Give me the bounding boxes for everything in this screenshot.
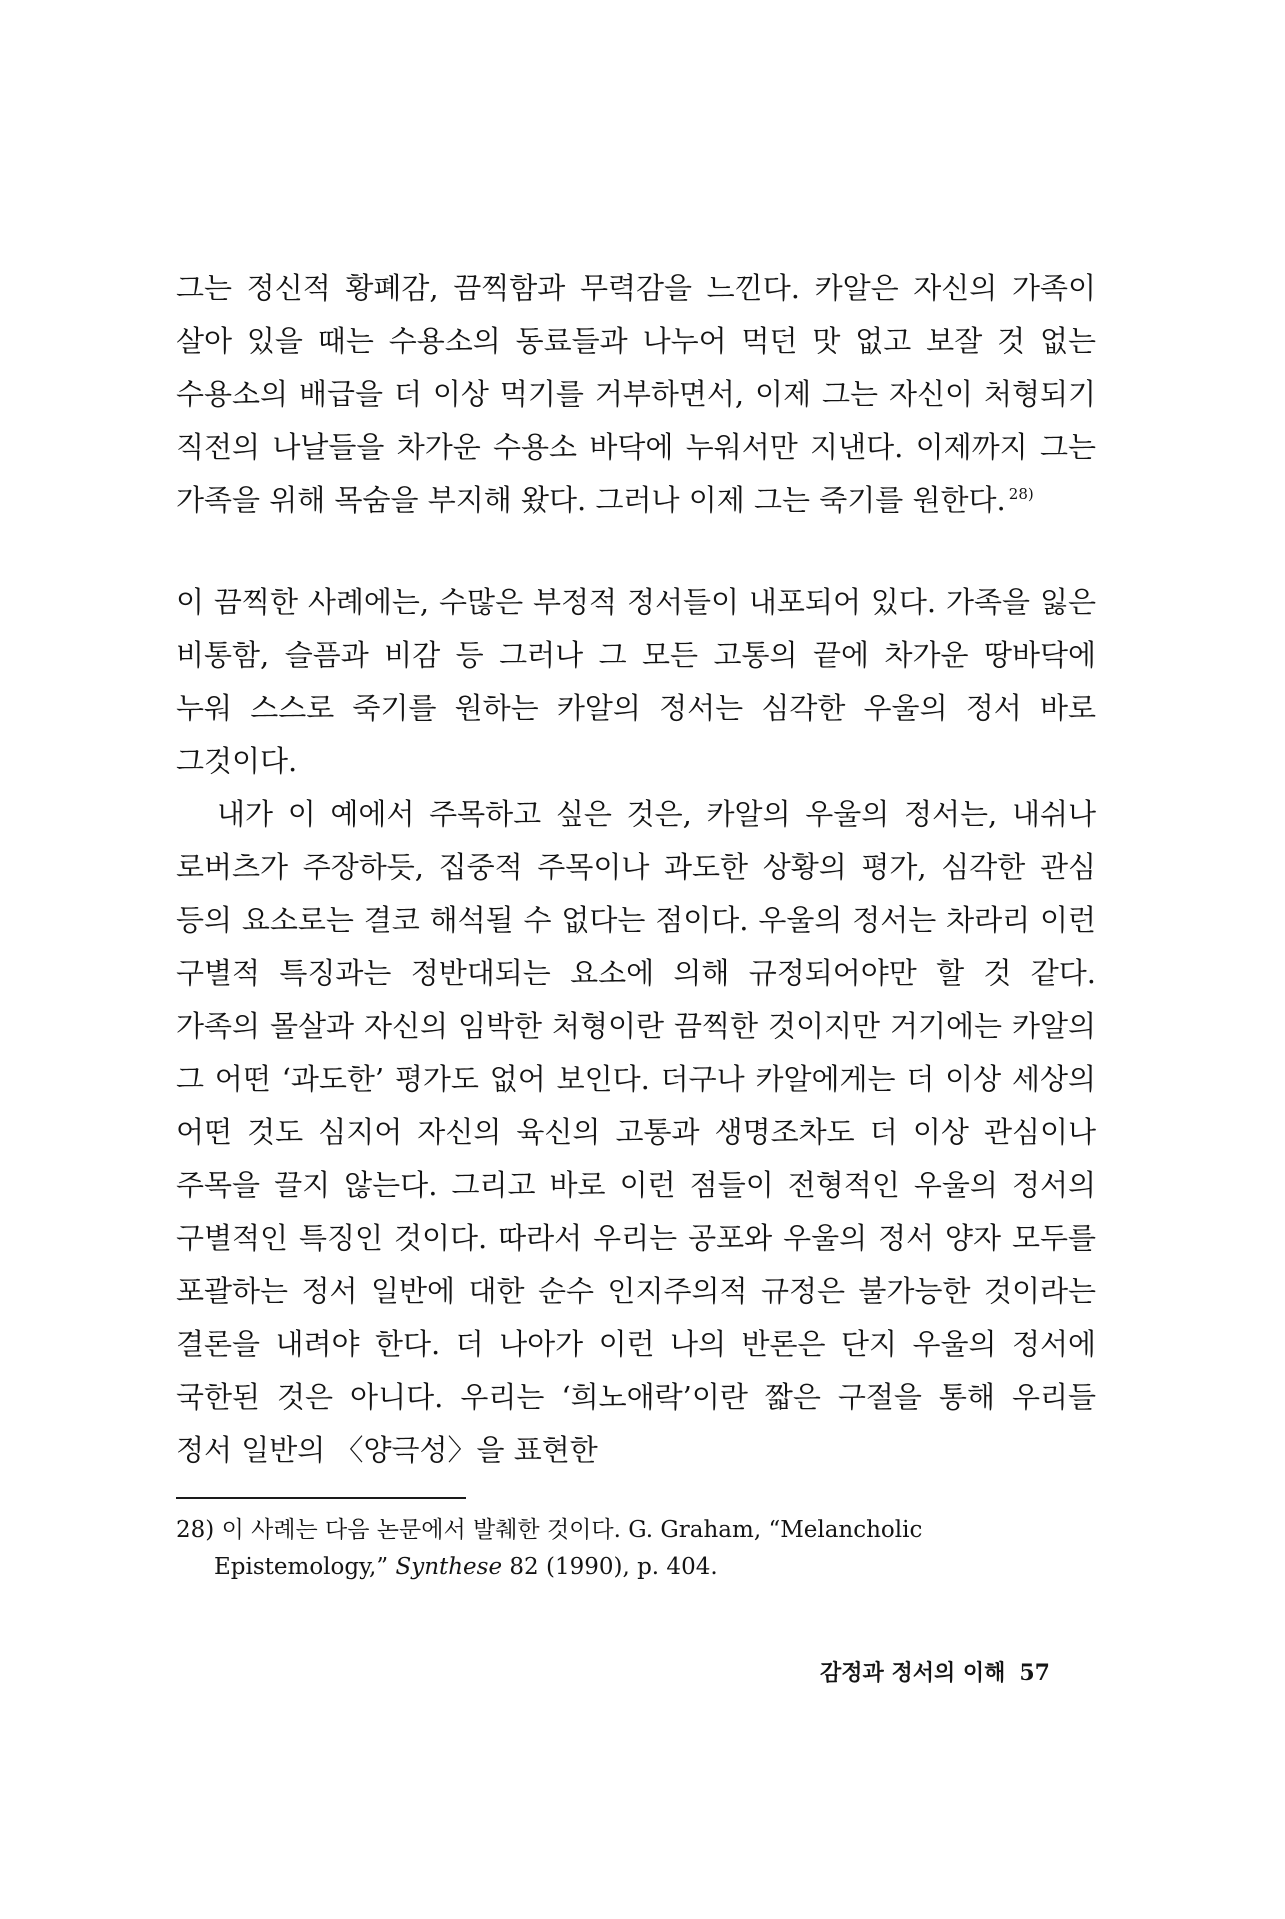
quote-text: 그는 정신적 황폐감, 끔찍함과 무력감을 느낀다. 카알은 자신의 가족이 살아 있을 때는 수용소의 동료들과 나누어 먹던 맛 없고 보잘 것 없는 수용소의 배급을 더 이상 먹기를 거부하면서, 이제 그는 자신이 처형되기 직전의 나날들을 차가운 수용소 바닥에 누워서만 지낸다. 이제까지 그는 가족을 위해 목숨을 부지해 왔다. 그러나 이제 그는 죽기를 원한다. [176, 271, 1096, 517]
paragraph: 이 끔찍한 사례에는, 수많은 부정적 정서들이 내포되어 있다. 가족을 잃은 비통함, 슬픔과 비감 등 그러나 그 모든 고통의 끝에 차가운 땅바닥에 누워 스스로 죽기를 원하는 카알의 정서는 심각한 우울의 정서 바로 그것이다. [176, 585, 1096, 778]
footnote-number: 28) [176, 1517, 215, 1543]
footnote-text: 이 사례는 다음 논문에서 발췌한 것이다. G. Graham, “Melancholic [221, 1517, 923, 1543]
footnote-text-line2: Epistemology,” [214, 1554, 389, 1580]
block-quote [176, 262, 1096, 527]
footnote [176, 1512, 1096, 1586]
body-text [176, 576, 1096, 1477]
running-footer [760, 1658, 1050, 1688]
paragraph: 내가 이 예에서 주목하고 싶은 것은, 카알의 우울의 정서는, 내쉬나 로버츠가 주장하듯, 집중적 주목이나 과도한 상황의 평가, 심각한 관심 등의 요소로는 결코 해석될 수 없다는 점이다. 우울의 정서는 차라리 이런 구별적 특징과는 정반대되는 요소에 의해 규정되어야만 할 것 같다. 가족의 몰살과 자신의 임박한 처형이란 끔찍한 것이지만 거기에는 카알의 그 어떤 ‘과도한’ 평가도 없어 보인다. 더구나 카알에게는 더 이상 세상의 어떤 것도 심지어 자신의 육신의 고통과 생명조차도 더 이상 관심이나 주목을 끌지 않는다. 그리고 바로 이런 점들이 전형적인 우울의 정서의 구별적인 특징인 것이다. 따라서 우리는 공포와 우울의 정서 양자 모두를 포괄하는 정서 일반에 대한 순수 인지주의적 규정은 불가능한 것이라는 결론을 내려야 한다. 더 나아가 이런 나의 반론은 단지 우울의 정서에 국한된 것은 아니다. 우리는 ‘희노애락’이란 짧은 구절을 통해 우리들 정서 일반의 〈양극성〉을 표현한 [176, 797, 1096, 1467]
journal-title: Synthese [395, 1554, 503, 1580]
footnote-divider [176, 1497, 466, 1499]
running-title: 감정과 정서의 이해 [820, 1660, 1006, 1686]
footnote-reference: 28) [1008, 485, 1034, 504]
page-number: 57 [1019, 1660, 1050, 1686]
footnote-citation: 82 (1990), p. 404. [509, 1554, 718, 1580]
footnote-continuation [176, 1549, 1096, 1586]
